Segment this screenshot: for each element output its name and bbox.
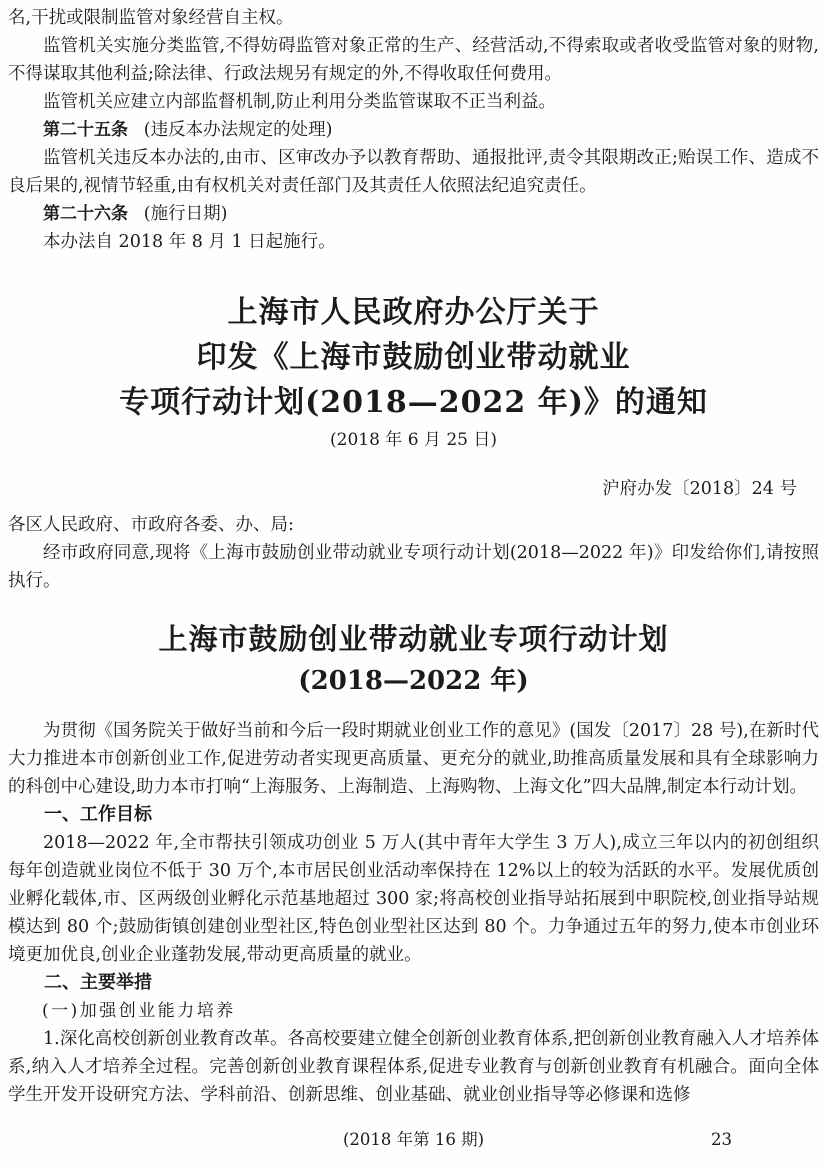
- article-title: (违反本办法规定的处理): [143, 120, 333, 140]
- document-number: 沪府办发〔2018〕24 号: [602, 479, 797, 499]
- notice-title: [8, 290, 819, 425]
- notice-body-paragraph: 经市政府同意,现将《上海市鼓励创业带动就业专项行动计划(2018—2022 年)》印发给你们,请按照执行。: [8, 543, 819, 591]
- article-25-heading: [8, 116, 819, 144]
- plan-title: 上海市鼓励创业带动就业专项行动计划: [158, 622, 669, 656]
- page-number: 23: [711, 1130, 732, 1149]
- continuation-paragraph: 名,干扰或限制监管对象经营自主权。: [8, 8, 294, 28]
- section-1-heading: 一、工作目标: [44, 804, 152, 825]
- body-paragraph: 监管机关实施分类监管,不得妨碍监管对象正常的生产、经营活动,不得索取或者收受监管对象的财物,不得谋取其他利益;除法律、行政法规另有规定的外,不得收取任何费用。: [8, 36, 819, 84]
- article-number: 第二十五条: [43, 120, 128, 140]
- notice-title-line-1: 上海市人民政府办公厅关于: [227, 295, 600, 330]
- article-26-heading: [8, 200, 819, 228]
- notice-title-line-3: 专项行动计划(2018—2022 年)》的通知: [119, 385, 708, 420]
- plan-intro-paragraph: 为贯彻《国务院关于做好当前和今后一段时期就业创业工作的意见》(国发〔2017〕28 号),在新时代大力推进本市创新创业工作,促进劳动者实现更高质量、更充分的就业,助推高质量发展和具有全球影响力的科创中心建设,助力本市打响“上海服务、上海制造、上海购物、上海文化”四大品牌,制定本行动计划。: [8, 721, 819, 797]
- plan-subtitle: (2018—2022 年): [298, 666, 529, 696]
- body-paragraph: 监管机关应建立内部监督机制,防止利用分类监管谋取不正当利益。: [43, 92, 557, 112]
- section-1-body: 2018—2022 年,全市帮扶引领成功创业 5 万人(其中青年大学生 3 万人),成立三年以内的初创组织每年创造就业岗位不低于 30 万个,本市居民创业活动率保持在 12%以上的较为活跃的水平。发展优质创业孵化载体,市、区两级创业孵化示范基地超过 300 家;将高校创业指导站拓展到中职院校,创业指导站规模达到 80 个;鼓励街镇创建创业型社区,特色创业型社区达到 80 个。力争通过五年的努力,使本市创业环境更加优良,创业企业蓬勃发展,带动更高质量的就业。: [8, 833, 819, 965]
- subsection-1-item-1: 1.深化高校创新创业教育改革。各高校要建立健全创新创业教育体系,把创新创业教育融入人才培养体系,纳入人才培养全过程。完善创新创业教育课程体系,促进专业教育与创新创业教育有机融合。面向全体学生开发开设研究方法、学科前沿、创新思维、创业基础、就业创业指导等必修课和选修: [8, 1029, 819, 1105]
- subsection-1-heading: (一)加强创业能力培养: [42, 1001, 236, 1021]
- footer-issue-label: (2018 年第 16 期): [342, 1130, 485, 1149]
- notice-title-line-2: 印发《上海市鼓励创业带动就业: [196, 340, 631, 375]
- body-paragraph: 本办法自 2018 年 8 月 1 日起施行。: [43, 232, 336, 252]
- article-title: (施行日期): [143, 204, 228, 224]
- body-paragraph: 监管机关违反本办法的,由市、区审改办予以教育帮助、通报批评,责令其限期改正;贻误工作、造成不良后果的,视情节轻重,由有权机关对责任部门及其责任人依照法纪追究责任。: [8, 148, 819, 196]
- action-plan: [8, 617, 819, 1109]
- article-number: 第二十六条: [43, 204, 128, 224]
- notice-date: (2018 年 6 月 25 日): [330, 430, 497, 450]
- section-2-heading: 二、主要举措: [44, 972, 152, 993]
- salutation: 各区人民政府、市政府各委、办、局:: [8, 515, 294, 535]
- notice-header: [8, 290, 819, 595]
- previous-regulation-tail: [8, 4, 819, 256]
